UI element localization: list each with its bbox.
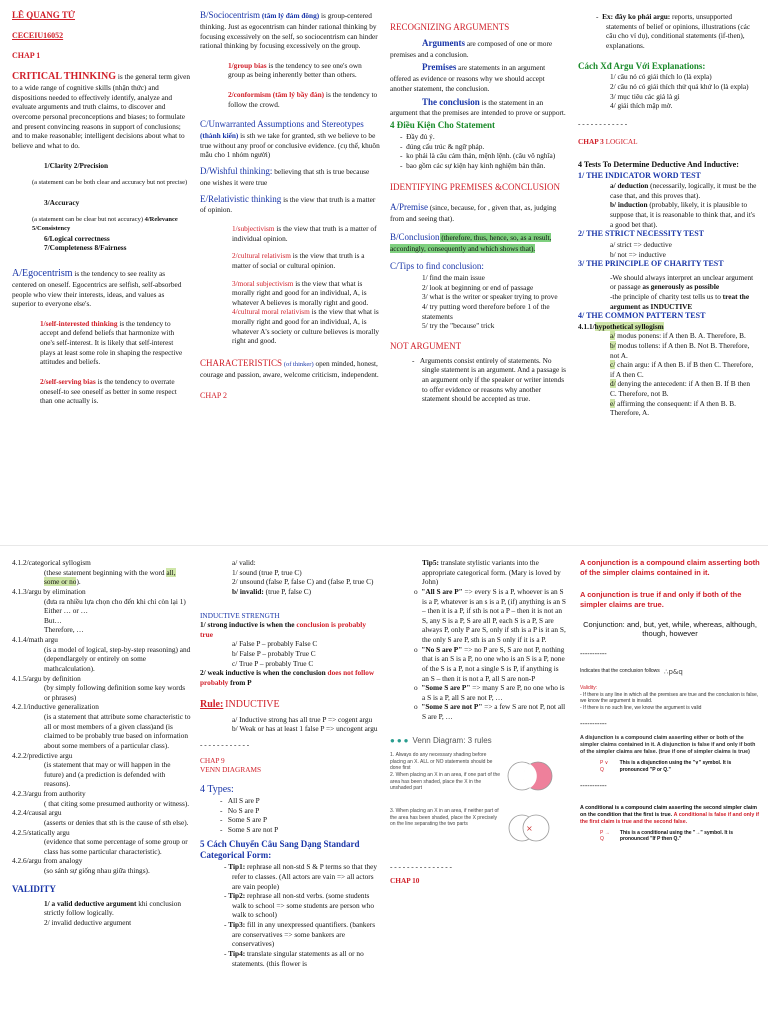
std-tip [224,948,380,968]
col-8 [580,558,760,1024]
critical-thinking-def: CRITICAL THINKING is the general term given to a wide range of cognitive skills (nhận thức) and dispositions needed to effectively identify, analyze and evaluate arguments and truth claims, to discover and overcome personal preconceptions and biases; to formulate and present convincing reasons in support of conclusions; and to make reasonable; intelligent decisions about what to believe and what to do. [12,70,190,150]
chap3-heading: - - - - - - - - - - - - [578,118,628,128]
conditional-def: A conditional is a compound claim asserting the second simpler claim on the condition that the first is true. A conditional is false if and only if the first claim is true and the second false. [580,804,760,825]
venn-diagram-icon [502,752,558,804]
elimination-but: But… [44,615,62,625]
form-letter: c/ [610,360,616,370]
tip-item: 3/ what is the writer or speaker trying to prove [422,292,558,302]
cultural-moral-relativism-def: 4/cultural moral relativism is the view that what is morally right and good for an individual, A, is whatever A's society or culture believes is morally right and good. [232,307,380,346]
type-item: - Some S are P [220,815,268,825]
weak-inductive: 2/ weak inductive is when the conclusion does not follow probably from P [200,668,375,687]
form-text: denying the antecedent: if A then B. If B then C. Therefore, not B. [610,379,751,399]
recognizing-arguments-heading: RECOGNIZING ARGUMENTS [390,22,510,32]
not-argument-heading: NOT ARGUMENT [390,340,462,351]
variant-body: => every S is a P, whoever is an S is a P, whatever is an s is a P, (if) anything is an S – then it is a P, if sth is not a P – then it is not an S, any S is a P, S are all P, each S is a P, S are always P, only P are S, only if sth is a P is it an S, the only S are P, sth is an S only if it is a P. [422,586,566,644]
author-name: LÊ QUANG TỨ [12,10,76,20]
strong-b: b/ False P – probably True C [232,649,316,658]
elimination-note: (đưa ra nhiều lựa chọn cho đến khi chỉ còn lại 1) [44,596,186,606]
syllogism-form [610,360,758,379]
tip-bullet: - [224,948,229,958]
rule-a: a/ Inductive strong has all true P => cogent argu [232,714,373,724]
disjunction-symbol: P ∨ Q [600,759,609,773]
self-interested-def: 1/self-interested thinking is the tendency to accept and defend beliefs that harmonize with one's self-interest. It is likely that self-interest plays at least some role in shaping the respective attitudes and beliefs. [40,318,183,367]
tip-bullet: - [224,891,229,901]
form-letter: b/ [610,340,616,350]
premises-def: Premises are statements in an argument offered as evidence or reasons why we should accept another statement, the conclusion. [390,62,546,93]
bullet: o [414,702,422,712]
strict-necessity-test: 2/ THE STRICT NECESSITY TEST [578,229,704,239]
explanation-item: 2/ câu nó có giải thích thử quả khứ lo (là expla) [610,82,749,91]
variant-item [414,586,566,645]
form-text: modus ponens: if A then B. A. Therefore, B. [615,331,746,341]
premise-indicators: A/Premise (since, because, for , given that, as, judging from and seeing that). [390,202,557,224]
type-item: - All S are P [220,796,260,805]
four-tests-heading: 4 Tests To Determine Deductive And Inductive: [578,160,739,170]
divider-2: - - - - - - - - - - - - - - - [390,862,452,872]
form-text: affirming the consequent: if A then B. B. Therefore, A. [610,398,736,418]
inductive-generalization: 4.2.1/inductive generalization [12,702,99,712]
venn-rules-slide [390,736,566,849]
arguments-def: Arguments are composed of one or more premises and a conclusion. [390,37,553,59]
explanation-heading: Cách Xđ Argu Với Explanations: [578,60,706,71]
variant-body: => no P are S, S are not P, nothing that is an S is a P, no one who is an S is a P, none of the S is a P, not a single S is P, if anything is an S – then it is not a P, all S are non-P [422,644,565,683]
not-inductive: b/ not => inductive [610,249,666,259]
tip-item: 2/ look at beginning or end of passage [422,282,534,292]
syllogism-forms [578,331,758,418]
disjunction-symbol-row [580,760,760,773]
syllogism-form [610,331,758,341]
form-letter: e/ [610,398,616,408]
page-separator [0,545,768,546]
tip-label: Tip4: [228,948,246,958]
valid-deductive: 1/ a valid deductive argument khi conclusion strictly follow logically. [44,898,182,918]
tip-item: 5/ try the "because" trick [422,321,495,331]
statically-argu: 4.2.5/statically argu [12,827,70,837]
characteristics-def: CHARACTERISTICS (of thinker) open minded, honest, courage and passion, aware, welcome criticism, independent. [200,357,379,379]
conditions-list [390,132,566,171]
venn-rule-1: 1. Always do any necessary shading before placing an X. ALL or NO statements should be done first 2. When placing an X in an area, if one part of the area has been shaded, place the X in the unshaded part [390,752,566,804]
tip-text: translate singular statements as all or no statements. (this flower is [232,948,364,968]
tips-list [390,273,566,331]
chap1-heading: CHAP 1 [12,51,41,61]
std-tip [224,862,380,891]
inductive-strength-heading: INDUCTIVE STRENGTH [200,610,280,620]
validity-block [580,685,760,711]
definition-note: (by simply following definition some key words or phrases) [44,683,186,702]
generalization-note: (is a statement that attribute some characteristic to all or most members of a given class)and (is claimed to be probably true based on information about some members of a particular class). [44,712,191,750]
disjunction-note: This is a disjunction using the "∨" symbol. It is pronounced "P or Q." [619,759,732,773]
chap3-title: CHAP 3 LOGICAL [578,136,638,146]
col-1 [12,10,190,530]
causal-note: (asserts or denies that sth is the cause of sth else). [44,817,189,827]
variant-head: "No S are P" [421,644,463,654]
form-text: chain argu: if A then B. if B then C. Therefore, if A then C. [610,360,754,379]
venn-heading: VENN DIAGRAMS [200,765,262,775]
type-item: - Some S are not P [220,824,279,834]
conditions-heading: 4 Điều Kiện Cho Statement [390,120,495,130]
charity-test: 3/ THE PRINCIPLE OF CHARITY TEST [578,259,724,269]
rule-b: b/ Weak or has at least 1 false P => uncogent argu [232,724,378,734]
induction-indicators: b/ induction (probably, likely, it is plausible to suppose that, it is reasonable to think that, and it's a good bet that). [610,200,756,229]
five-ways-heading: 5 Cách Chuyển Câu Sang Dạng Standard Categorical Form: [200,838,360,861]
categorical-syllogism: 4.1.2/categorical syllogism [12,558,91,567]
std-tip [224,920,380,949]
unwarranted-assumptions-def: C/Unwarranted Assumptions and Stereotypes (thành kiến) is sth we take for granted, sth we believe to be true without any proof or conclusive evidence. (cụ thể, khuôn mẫu cho 1 nhóm người) [200,119,380,160]
standard-form-tips [200,862,380,968]
clarity-note: (a statement can be both clear and accuracy but not precise) [32,179,188,187]
explanation-item: 3/ mục tiêu các giả là gì [610,91,680,101]
authority-note: ( that citing some presumed authority or witness). [44,798,190,808]
accuracy: 3/Accuracy [44,197,80,207]
tip-bullet: - [224,862,229,872]
clarity: 1/Clarity 2/Precision [44,160,109,170]
tip-label: Tip3: [228,920,246,929]
variant-head: "All S are P" [421,586,463,596]
variant-item [414,683,566,702]
chap9-heading: CHAP 9 [200,755,225,765]
strong-c: c/ True P – probably True C [232,658,314,668]
bullet: o [414,644,422,654]
group-bias-def: 1/group bias is the tendency to see one's own group as being inherently better than others. [228,60,362,80]
divider: - - - - - - - - - - - - [200,739,250,749]
invalid-label: b/ invalid: (true P, false C) [232,586,312,596]
strong-inductive: 1/ strong inductive is when the conclusion is probably true [200,620,366,639]
venn-x-icon [502,808,558,848]
argu-definition: 4.1.5/argu by definition [12,673,81,683]
std-tip [224,891,380,920]
validity-heading: VALIDITY [12,883,56,894]
argu-elimination: 4.1.3/argu by elimination [12,586,86,596]
charity-body-2: -the principle of charity test tells us to treat the argument as INDUCTIVE [610,291,750,311]
condition-item: - ko phải là câu cảm thán, mệnh lệnh. (câu vô nghĩa) [400,151,556,161]
causal-argu: 4.2.4/causal argu [12,808,62,818]
conditional-symbol-row [580,830,760,843]
statically-note: (evidence that some percentage of some group or class has some particular characteristic). [44,837,188,856]
predictive-argu: 4.2.2/predictive argu [12,750,73,760]
types-heading: 4 Types: [200,783,234,795]
disjunction-def: A disjunction is a compound claim asserting either or both of the simpler claims contained in it. A disjunction is false if and only if both of the simpler claims are false. (true if one of simpler claims is true) [580,734,756,755]
tips-heading: C/Tips to find conclusion: [390,261,484,272]
elimination-either: Either … or … [44,606,88,616]
tip-text: rephrase all non-std S & P terms so that they refer to classes. (All actors are vain => all actors are vain people) [232,862,378,891]
strong-a: a/ False P – probably False C [232,639,318,649]
form-text: modus tollens: if A then B. Not B. Therefore, not A. [610,340,750,360]
chap10-heading: CHAP 10 [390,875,420,885]
col-7 [390,558,566,1024]
not-argument-body: - Arguments consist entirely of statements. No single statement is an argument. And a passage is an argument only if the speaker or writer intends to offer evidence or reasons why another statement should be accepted as true. [412,355,566,404]
sociocentrism-def: B/Sociocentrism (tâm lý đám đông) is group-centered thinking. Just as egocentrism can hinder rational thinking by focusing excessively on the self, so sociocentrism can hinder rational thinking by focusing excessively on the group. [200,10,378,51]
explanation-item: 1/ câu nó có giải thích lo (là expla) [610,72,712,82]
tip-label: Tip2: [228,891,246,901]
common-pattern-test: 4/ THE COMMON PATTERN TEST [578,311,706,321]
math-note: (is a model of logical, step-by-step reasoning) and (dependlargely or entirely on some mathcalculation). [44,644,191,673]
conclusion-symbol-row [580,665,760,677]
deduction-indicators: a/ deduction (necessarily, logically, it must be the case that, and this proves that). [610,181,757,200]
conjunction-words: Conjunction: and, but, yet, while, whereas, although, though, however [583,619,757,639]
condition-item: - bao gồm các sự kiện hay kinh nghiệm bản thân. [400,160,546,170]
variant-body: => a few S are not P, not all S are P, … [422,702,566,721]
dots-icon: ● ● ● [390,735,409,745]
validity-title: Validity: [580,684,598,691]
form-letter: d/ [610,379,616,389]
tip5: Tip5: translate stylistic variants into the appropriate categorical form. (Mary is loved by John) [422,558,561,587]
col-2 [200,10,380,530]
bullet: o [414,586,422,596]
explanation-list [578,72,758,111]
svg-text:∴p&q: ∴p&q [663,667,683,676]
venn-slide-title: Venn Diagram: 3 rules [412,735,492,745]
syllogism-form [610,379,758,398]
svg-text:×: × [526,824,533,834]
form-letter: a/ [610,331,616,341]
validity-valid: - If there is no such line, we know the argument is valid [580,704,702,711]
divider-4: ----------- [580,719,607,729]
rule-heading: Rule: INDUCTIVE [200,698,280,710]
venn-rule-3: 3. When placing an X in an area, if neither part of the area has been shaded, place the X precisely on the line separating the two parts × [390,808,566,848]
sound: 1/ sound (true P, true C) [232,567,302,577]
moral-subjectivism-def: 3/moral subjectivism is the view that what is morally right and good for an individual, A, is whatever A believes is morally right and good. [232,278,369,307]
therefore-symbol-icon [660,665,696,677]
accuracy-note: (a statement can be clear but not accuracy) 4/Relevance 5/Consistency [32,216,178,232]
predictive-note: (is statement that may or will happen in the future) and (a prediction is defended with reasons). [44,760,171,789]
tip-item: 4/ try putting word therefore before 1 of the statements [422,302,550,321]
stylistic-variants [390,587,566,722]
conclusion-label: Indicates that the conclusion follows [580,667,660,674]
type-item: - No S are P [220,805,260,815]
col-6 [200,558,380,1024]
explanation-item: 4/ giải thích mập mờ. [610,101,673,111]
col-3 [390,22,566,532]
validity-invalid: - If there is any line in which all the premises are true and the conclusion is false, we know the argument is invalid. [580,691,759,705]
divider-5: ----------- [580,781,607,791]
categorical-note: (these statement beginning with the word all, some or no). [44,567,176,587]
condition-item: - Đầy đủ ý. [400,131,435,141]
egocentrism-def: A/Egocentrism is the tendency to see reality as centered on oneself. Egocentrics are selfish, self-absorbed people who view their interests, ideas, and values as superior to everyone else's. [12,267,182,309]
variant-head: "Some S are P" [421,683,471,693]
conjunction-truth: A conjunction is true if and only if both of the simpler claims are true. [580,589,742,609]
conjunction-def: A conjunction is a compound claim asserting both of the simpler claims contained in it. [580,558,760,577]
syllogism-form [610,341,758,360]
strict-deductive: a/ strict => deductive [610,239,672,249]
invalid-deductive: 2/ invalid deductive argument [44,917,132,927]
completeness: 7/Completeness 8/Fairness [44,243,127,253]
tip-bullet: - [224,920,229,929]
conditional-symbol: P → Q [600,829,610,843]
variant-item [414,702,566,721]
variant-item [414,644,566,684]
tip-text: rephrase all non-std verbs. (some students walk to school => some students are person who walk to school) [232,891,374,920]
tip-label: Tip1: [228,862,246,872]
divider-3: ----------- [580,649,607,659]
conditional-note: This is a conditional using the "→" symbol. It is pronounced "If P then Q." [619,829,733,843]
self-serving-def: 2/self-serving bias is the tendency to overrate oneself-to see oneself as better in some respect than one actually is. [40,376,177,406]
hypothetical-syllogism: 4.1.1/hypothetical syllogism [578,321,664,331]
logical-correctness: 6/Logical correctness [44,233,110,243]
relativistic-def: E/Relativistic thinking is the view that truth is a matter of opinion. [200,193,376,215]
variant-body: => many S are P, no one who is a S is a P, all S are not P, … [422,683,565,702]
tip-item: 1/ find the main issue [422,273,485,283]
identifying-heading: IDENTIFYING PREMISES &CONCLUSION [390,182,561,193]
indicator-word-test: 1/ THE INDICATOR WORD TEST [578,170,701,180]
syllogism-form [610,399,758,418]
wishful-thinking-def: D/Wishful thinking: believing that sth is true because one wishes it were true [200,166,370,187]
subjectivism-def: 1/subjectivism is the view that truth is a matter of individual opinion. [232,224,377,243]
venn-slide-header [390,736,566,747]
chap2-heading: CHAP 2 [200,391,228,401]
types-list [200,796,380,835]
condition-item: - đúng cấu trúc & ngữ pháp. [400,141,485,151]
conclusion-def: The conclusion is the statement in an argument that the premises are intended to prove or support. [390,96,566,118]
analogy-note: (so sánh sự giống nhau giữa things). [44,866,150,875]
student-code: CECEIU16052 [12,30,64,40]
unsound: 2/ unsound (false P, false C) and (false P, true C) [232,577,374,587]
tip-text: fill in any unexpressed quantifiers. (bankers are conservatives => some bankers are conservatives) [232,920,376,949]
cultural-relativism-def: 2/cultural relativism is the view that truth is a matter of social or cultural opinion. [232,251,365,270]
conformism-def: 2/conformism (tâm lý bầy đàn) is the tendency to follow the crowd. [228,90,378,109]
argu-analogy: 4.2.6/argu from analogy [12,856,83,866]
not-argu-examples: - Ex: đây ko phải argu: reports, unsupported statements of belief or opinions, illustrations (các câu cho ví dụ), conditional statements (if-then), explanations. [596,12,751,50]
elimination-therefore: Therefore, … [44,625,84,635]
variant-head: "Some S are not P" [421,702,483,712]
col-5 [12,558,192,1024]
bullet: o [414,683,422,693]
argu-authority: 4.2.3/argu from authority [12,789,86,798]
valid-label: a/ valid: [232,558,256,567]
charity-body-1: -We should always interpret an unclear argument or passage as generously as possible [610,272,754,292]
conclusion-indicators: B/Conclusion (therefore, thus, hence, so, as a result, accordingly, consequently and which shows that). [390,231,552,253]
math-argu: 4.1.4/math argu [12,635,58,644]
col-4 [578,12,758,532]
